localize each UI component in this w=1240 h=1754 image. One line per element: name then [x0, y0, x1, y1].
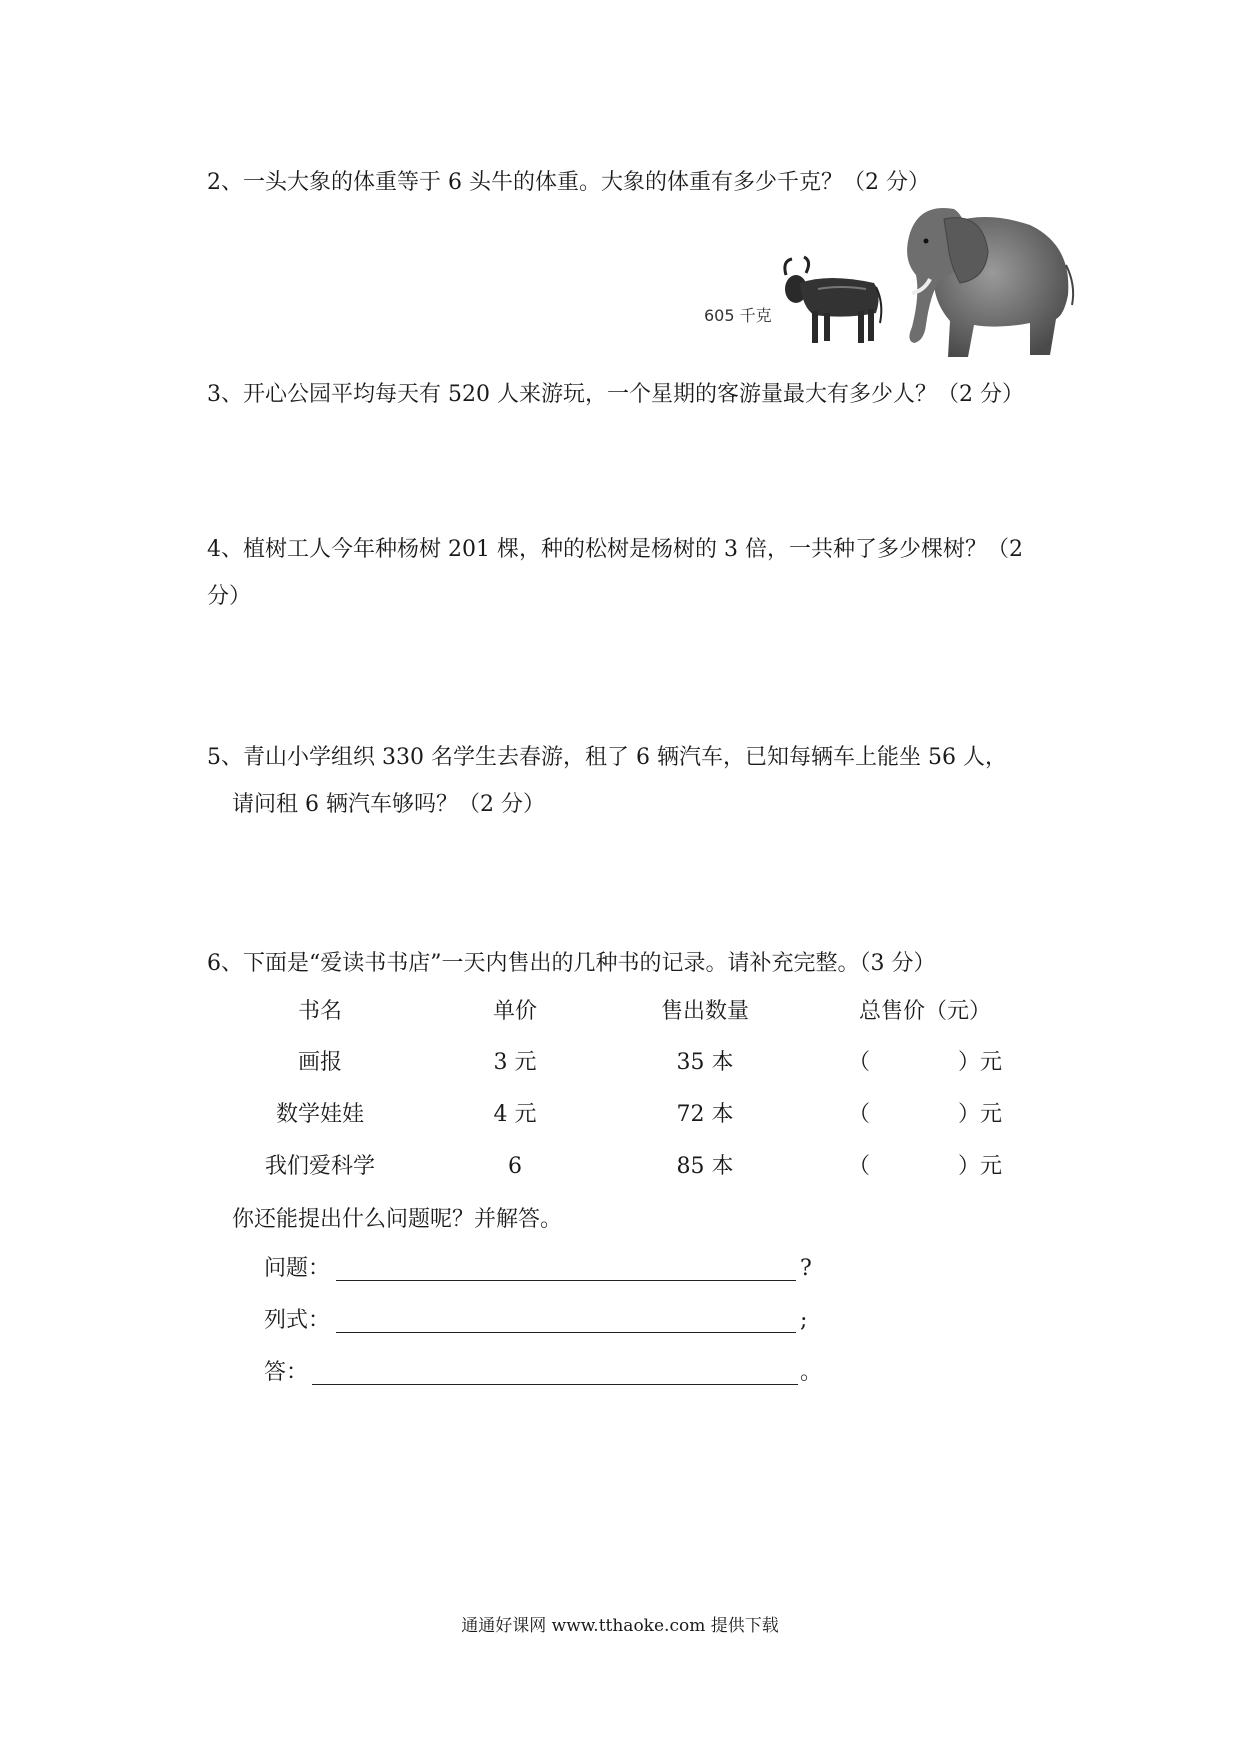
table-header-quantity: 售出数量 [660, 999, 749, 1024]
question-4-line-2: 分） [207, 584, 252, 609]
table-cell-total-blank[interactable]: （ ）元 [847, 1154, 1002, 1179]
question-3: 3、开心公园平均每天有 520 人来游玩，一个星期的客游量最大有多少人？（2 分） [207, 382, 1024, 407]
table-cell-quantity: 85 本 [676, 1154, 734, 1179]
table-cell-unit-price: 6 [508, 1154, 522, 1179]
table-cell-book-name: 我们爱科学 [264, 1154, 375, 1179]
table-header-book-name: 书名 [297, 999, 342, 1024]
table-cell-total-blank[interactable]: （ ）元 [847, 1050, 1002, 1075]
followup-prompt: 你还能提出什么问题呢？并解答。 [232, 1207, 563, 1232]
table-cell-unit-price: 4 元 [493, 1102, 537, 1127]
question-5-line-1: 5、青山小学组织 330 名学生去春游，租了 6 辆汽车，已知每辆车上能坐 56 人， [207, 745, 1007, 770]
question-label: 问题： [264, 1256, 331, 1281]
answer-end-mark: 。 [800, 1360, 823, 1385]
table-cell-total-blank[interactable]: （ ）元 [847, 1102, 1002, 1127]
question-answer-line[interactable] [336, 1280, 796, 1281]
cow-image [778, 253, 888, 363]
elephant-image [890, 195, 1080, 365]
question-6: 6、下面是“爱读书书店”一天内售出的几种书的记录。请补充完整。（3 分） [207, 951, 936, 976]
table-cell-unit-price: 3 元 [493, 1050, 537, 1075]
question-5-line-2: 请问租 6 辆汽车够吗？（2 分） [232, 792, 545, 817]
answer-line[interactable] [312, 1384, 798, 1385]
formula-end-mark: ; [800, 1308, 808, 1333]
formula-label: 列式： [264, 1308, 331, 1333]
question-4-line-1: 4、植树工人今年种杨树 201 棵，种的松树是杨树的 3 倍，一共种了多少棵树？（2 [207, 537, 1023, 562]
table-header-unit-price: 单价 [492, 999, 537, 1024]
cow-weight-label: 605 千克 [704, 306, 772, 325]
table-cell-book-name: 画报 [297, 1050, 342, 1075]
table-cell-book-name: 数学娃娃 [275, 1102, 364, 1127]
formula-answer-line[interactable] [336, 1332, 796, 1333]
table-header-total: 总售价（元） [858, 999, 991, 1024]
question-2: 2、一头大象的体重等于 6 头牛的体重。大象的体重有多少千克？（2 分） [207, 170, 930, 195]
answer-label: 答： [264, 1360, 309, 1385]
animal-illustration [690, 205, 1080, 375]
page-footer: 通通好课网 www.tthaoke.com 提供下载 [461, 1616, 779, 1636]
table-cell-quantity: 35 本 [676, 1050, 734, 1075]
question-end-mark: ? [800, 1256, 812, 1281]
table-cell-quantity: 72 本 [676, 1102, 734, 1127]
